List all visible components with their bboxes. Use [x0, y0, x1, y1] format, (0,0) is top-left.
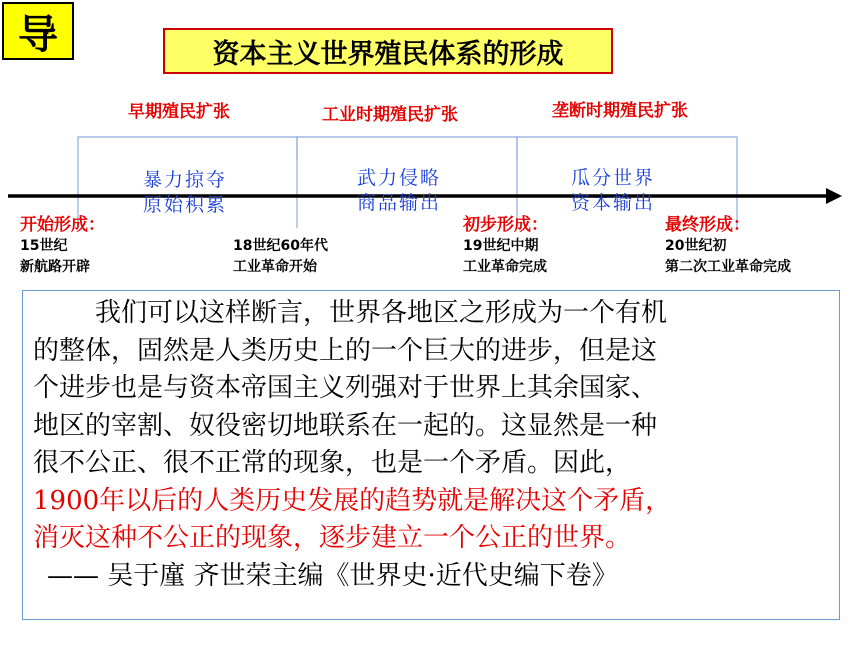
axis-arrowhead: [826, 188, 842, 204]
stage-final: [665, 214, 791, 278]
quote-line: 很不公正、很不正常的现象，也是一个矛盾。因此，: [33, 448, 632, 478]
detail-early-line: 暴力掠夺: [143, 169, 228, 191]
stage-time: 19世纪中期: [463, 238, 539, 254]
quote-line: 个进步也是与资本帝国主义列强对于世界上其余国家、: [33, 373, 658, 403]
quote-box: [22, 290, 840, 620]
period-early: 早期殖民扩张: [128, 102, 230, 122]
quote-highlight-line: 1900年以后的人类历史发展的趋势就是解决这个矛盾，: [33, 485, 672, 516]
quote-highlight-line: 消灭这种不公正的现象，逐步建立一个公正的世界。: [33, 523, 632, 553]
stage-event: 工业革命开始: [233, 259, 317, 275]
detail-early: [143, 168, 227, 218]
stage-label: 开始形成：: [20, 215, 105, 235]
stage-event: 工业革命完成: [463, 259, 547, 275]
detail-industrial-line: 商品输出: [357, 192, 442, 214]
quote-line: 地区的宰割、奴役密切地联系在一起的。这显然是一种: [33, 410, 658, 441]
stage-initial: [463, 214, 548, 278]
bracket-monopoly: [517, 137, 737, 160]
detail-early-line: 原始积累: [143, 194, 228, 216]
quote-line: 的整体，固然是人类历史上的一个巨大的进步，但是这: [33, 335, 658, 366]
detail-monopoly: [571, 166, 655, 216]
stage-start: [20, 214, 105, 278]
stage-label: 初步形成：: [463, 215, 548, 235]
detail-monopoly-line: 资本输出: [571, 192, 656, 214]
guide-badge: 导: [2, 2, 74, 60]
stage-time: 20世纪初: [665, 238, 727, 254]
stage-time: 15世纪: [20, 238, 68, 254]
stage-industrial-start: [233, 236, 328, 278]
detail-monopoly-line: 瓜分世界: [571, 167, 656, 189]
period-industrial: 工业时期殖民扩张: [322, 105, 458, 125]
stage-event: 第二次工业革命完成: [665, 259, 791, 275]
stage-event: 新航路开辟: [20, 259, 90, 275]
stage-time: 18世纪60年代: [233, 238, 328, 254]
bracket-early: [78, 137, 297, 160]
quote-source: —— 吴于廑 齐世荣主编《世界史·近代史编下卷》: [47, 560, 618, 591]
stage-label: 最终形成：: [665, 215, 750, 235]
quote-text: 我们可以这样断言，世界各地区之形成为一个有机: [95, 298, 668, 328]
period-monopoly: 垄断时期殖民扩张: [552, 101, 688, 121]
bracket-industrial: [297, 137, 517, 160]
page-title: 资本主义世界殖民体系的形成: [163, 28, 613, 74]
quote-line: [33, 295, 829, 333]
detail-industrial-line: 武力侵略: [357, 167, 442, 189]
detail-industrial: [357, 166, 441, 216]
